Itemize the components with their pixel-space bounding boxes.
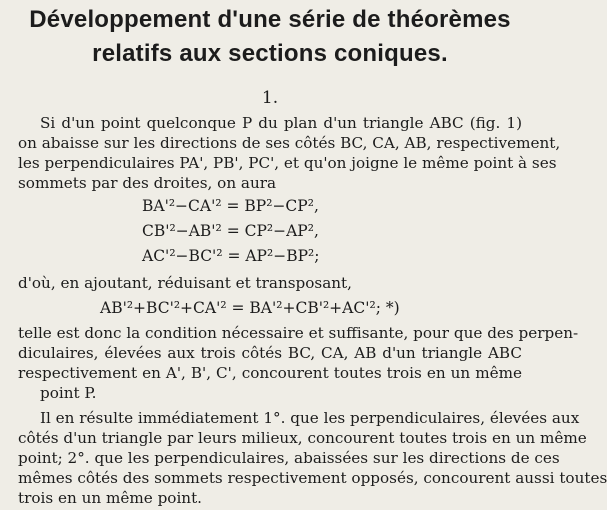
text-line: mêmes côtés des sommets respectivement opposés, concourent aussi toutes (18, 469, 607, 487)
section-number: 1. (261, 88, 279, 108)
equation-2: CB'²−AB'² = CP²−AP², (142, 222, 319, 240)
equation-3: AC'²−BC'² = AP²−BP²; (142, 247, 320, 265)
text-line: diculaires, élevées aux trois côtés BC, CA, AB d'un triangle ABC (18, 344, 522, 362)
title-line-1: Développement d'une série de théorèmes (29, 6, 511, 33)
text-line: telle est donc la condition nécessaire et suffisante, pour que des perpen- (18, 324, 579, 342)
text-line: on abaisse sur les directions de ses côtés BC, CA, AB, respectivement, (18, 134, 561, 152)
text-line: sommets par des droites, on aura (18, 174, 277, 192)
text-line: point; 2°. que les perpendiculaires, abaissées sur les directions de ces (18, 449, 560, 467)
title-line-2: relatifs aux sections coniques. (92, 40, 448, 67)
text-line: point P. (40, 384, 97, 402)
text-line: trois en un même point. (18, 489, 203, 507)
text-line: côtés d'un triangle par leurs milieux, concourent toutes trois en un même (18, 429, 587, 447)
text-line: Il en résulte immédiatement 1°. que les perpendiculaires, élevées aux (40, 409, 580, 427)
equation-1: BA'²−CA'² = BP²−CP², (142, 197, 319, 215)
equation-4: AB'²+BC'²+CA'² = BA'²+CB'²+AC'²; *) (100, 299, 400, 317)
text-line: Si d'un point quelconque P du plan d'un triangle ABC (fig. 1) (40, 114, 522, 132)
text-line: les perpendiculaires PA', PB', PC', et qu'on joigne le même point à ses (18, 154, 557, 172)
text-line: d'où, en ajoutant, réduisant et transposant, (18, 274, 352, 292)
text-line: respectivement en A', B', C', concourent toutes trois en un même (18, 364, 522, 382)
